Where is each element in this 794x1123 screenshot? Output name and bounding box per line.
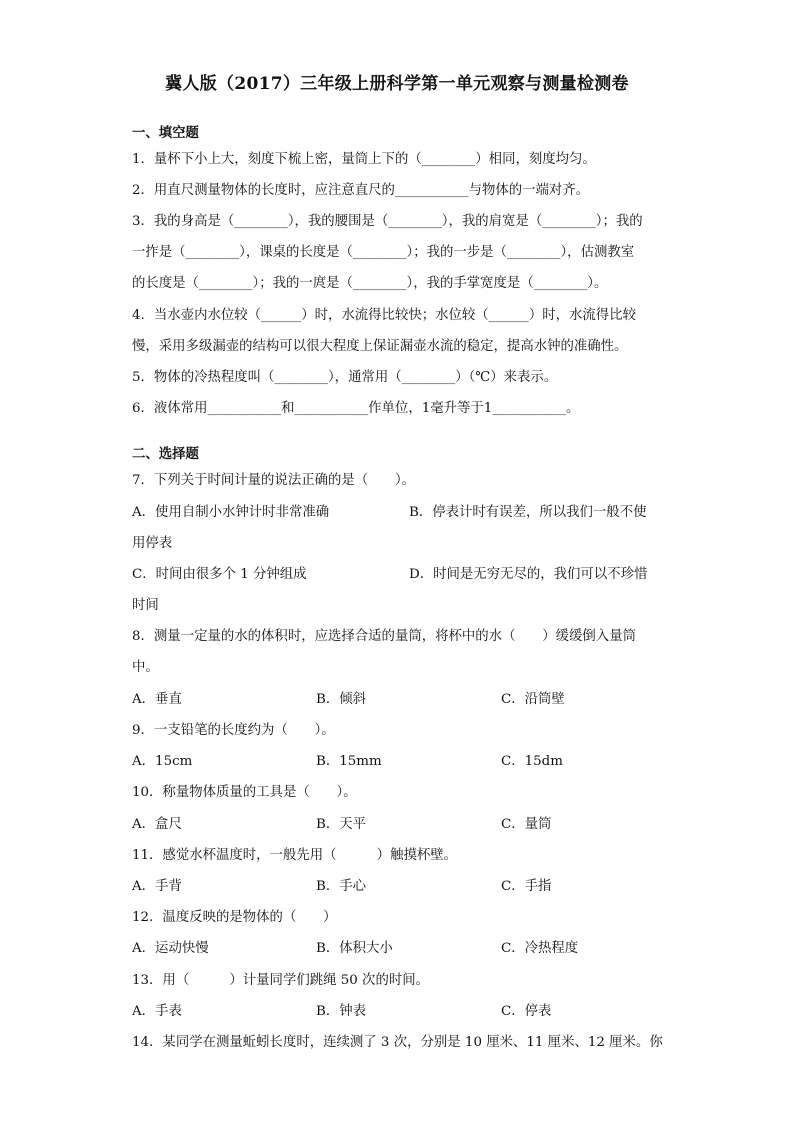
question-11-option-c: C．手指 [501, 879, 552, 894]
question-7-option-b-continued: 用停表 [132, 536, 173, 551]
question-3-line-2: 一拃是（________），课桌的长度是（________）；我的一步是（________），估测教室 [132, 245, 635, 260]
question-12-option-c: C．冷热程度 [501, 941, 579, 956]
question-13-option-b: B．钟表 [316, 1004, 367, 1019]
question-12-option-b: B．体积大小 [316, 941, 393, 956]
question-13-option-a: A．手表 [132, 1004, 182, 1019]
question-5: 5．物体的冷热程度叫（________），通常用（________）（℃）来表示。 [132, 370, 558, 385]
question-8-option-c: C．沿筒壁 [501, 692, 565, 707]
question-8-stem: 8．测量一定量的水的体积时，应选择合适的量筒，将杯中的水（ ）缓缓倒入量筒 [132, 629, 636, 644]
question-11-stem: 11．感觉水杯温度时，一般先用（ ）触摸杯壁。 [132, 848, 458, 863]
question-12-stem: 12．温度反映的是物体的（ ） [132, 910, 337, 925]
question-7-option-c: C．时间由很多个 1 分钟组成 [132, 567, 307, 582]
question-10-option-a: A．盒尺 [132, 817, 182, 832]
question-9-stem: 9．一支铅笔的长度约为（ ）。 [132, 723, 335, 738]
section-heading-multiple-choice: 二、选择题 [132, 446, 199, 462]
question-4-line-2: 慢，采用多级漏壶的结构可以很大程度上保证漏壶水流的稳定，提高水钟的准确性。 [132, 339, 628, 354]
question-9-option-c: C．15dm [501, 754, 563, 769]
section-heading-fill-in: 一、填空题 [132, 125, 199, 141]
question-13-stem: 13．用（ ）计量同学们跳绳 50 次的时间。 [132, 973, 430, 988]
question-7-option-b: B．停表计时有误差，所以我们一般不使 [409, 505, 647, 520]
question-9-option-b: B．15mm [316, 754, 382, 769]
question-7-stem: 7．下列关于时间计量的说法正确的是（ ）。 [132, 473, 416, 488]
question-14-stem: 14．某同学在测量蚯蚓长度时，连续测了 3 次，分别是 10 厘米、11 厘米、12 厘米。你 [132, 1035, 663, 1050]
question-3-line-1: 3．我的身高是（________），我的腰围是（________），我的肩宽是（________）；我的 [132, 214, 643, 229]
question-7-option-a: A．使用自制小水钟计时非常准确 [132, 505, 330, 520]
question-10-option-c: C．量筒 [501, 817, 552, 832]
question-8-stem-continued: 中。 [132, 660, 159, 675]
question-9-option-a: A．15cm [132, 754, 193, 769]
question-11-option-a: A．手背 [132, 879, 182, 894]
question-11-option-b: B．手心 [316, 879, 367, 894]
question-8-option-a: A．垂直 [132, 692, 182, 707]
question-12-option-a: A．运动快慢 [132, 941, 209, 956]
question-2: 2．用直尺测量物体的长度时，应注意直尺的___________与物体的一端对齐。 [132, 183, 590, 198]
page-title: 冀人版（2017）三年级上册科学第一单元观察与测量检测卷 [165, 74, 629, 94]
question-6: 6．液体常用___________和___________作单位，1毫升等于1___________。 [132, 401, 580, 416]
question-10-stem: 10．称量物体质量的工具是（ ）。 [132, 785, 357, 800]
question-7-option-d-continued: 时间 [132, 598, 159, 613]
question-1: 1．量杯下小上大，刻度下梳上密，量筒上下的（________）相同，刻度均匀。 [132, 152, 596, 167]
question-4-line-1: 4．当水壶内水位较（______）时，水流得比较快；水位较（______）时，水流得比较 [132, 308, 636, 323]
question-10-option-b: B．天平 [316, 817, 367, 832]
question-8-option-b: B．倾斜 [316, 692, 367, 707]
question-7-option-d: D．时间是无穷无尽的，我们可以不珍惜 [409, 567, 648, 582]
question-13-option-c: C．停表 [501, 1004, 552, 1019]
question-3-line-3: 的长度是（________）；我的一庹是（________），我的手掌宽度是（________）。 [132, 276, 608, 291]
